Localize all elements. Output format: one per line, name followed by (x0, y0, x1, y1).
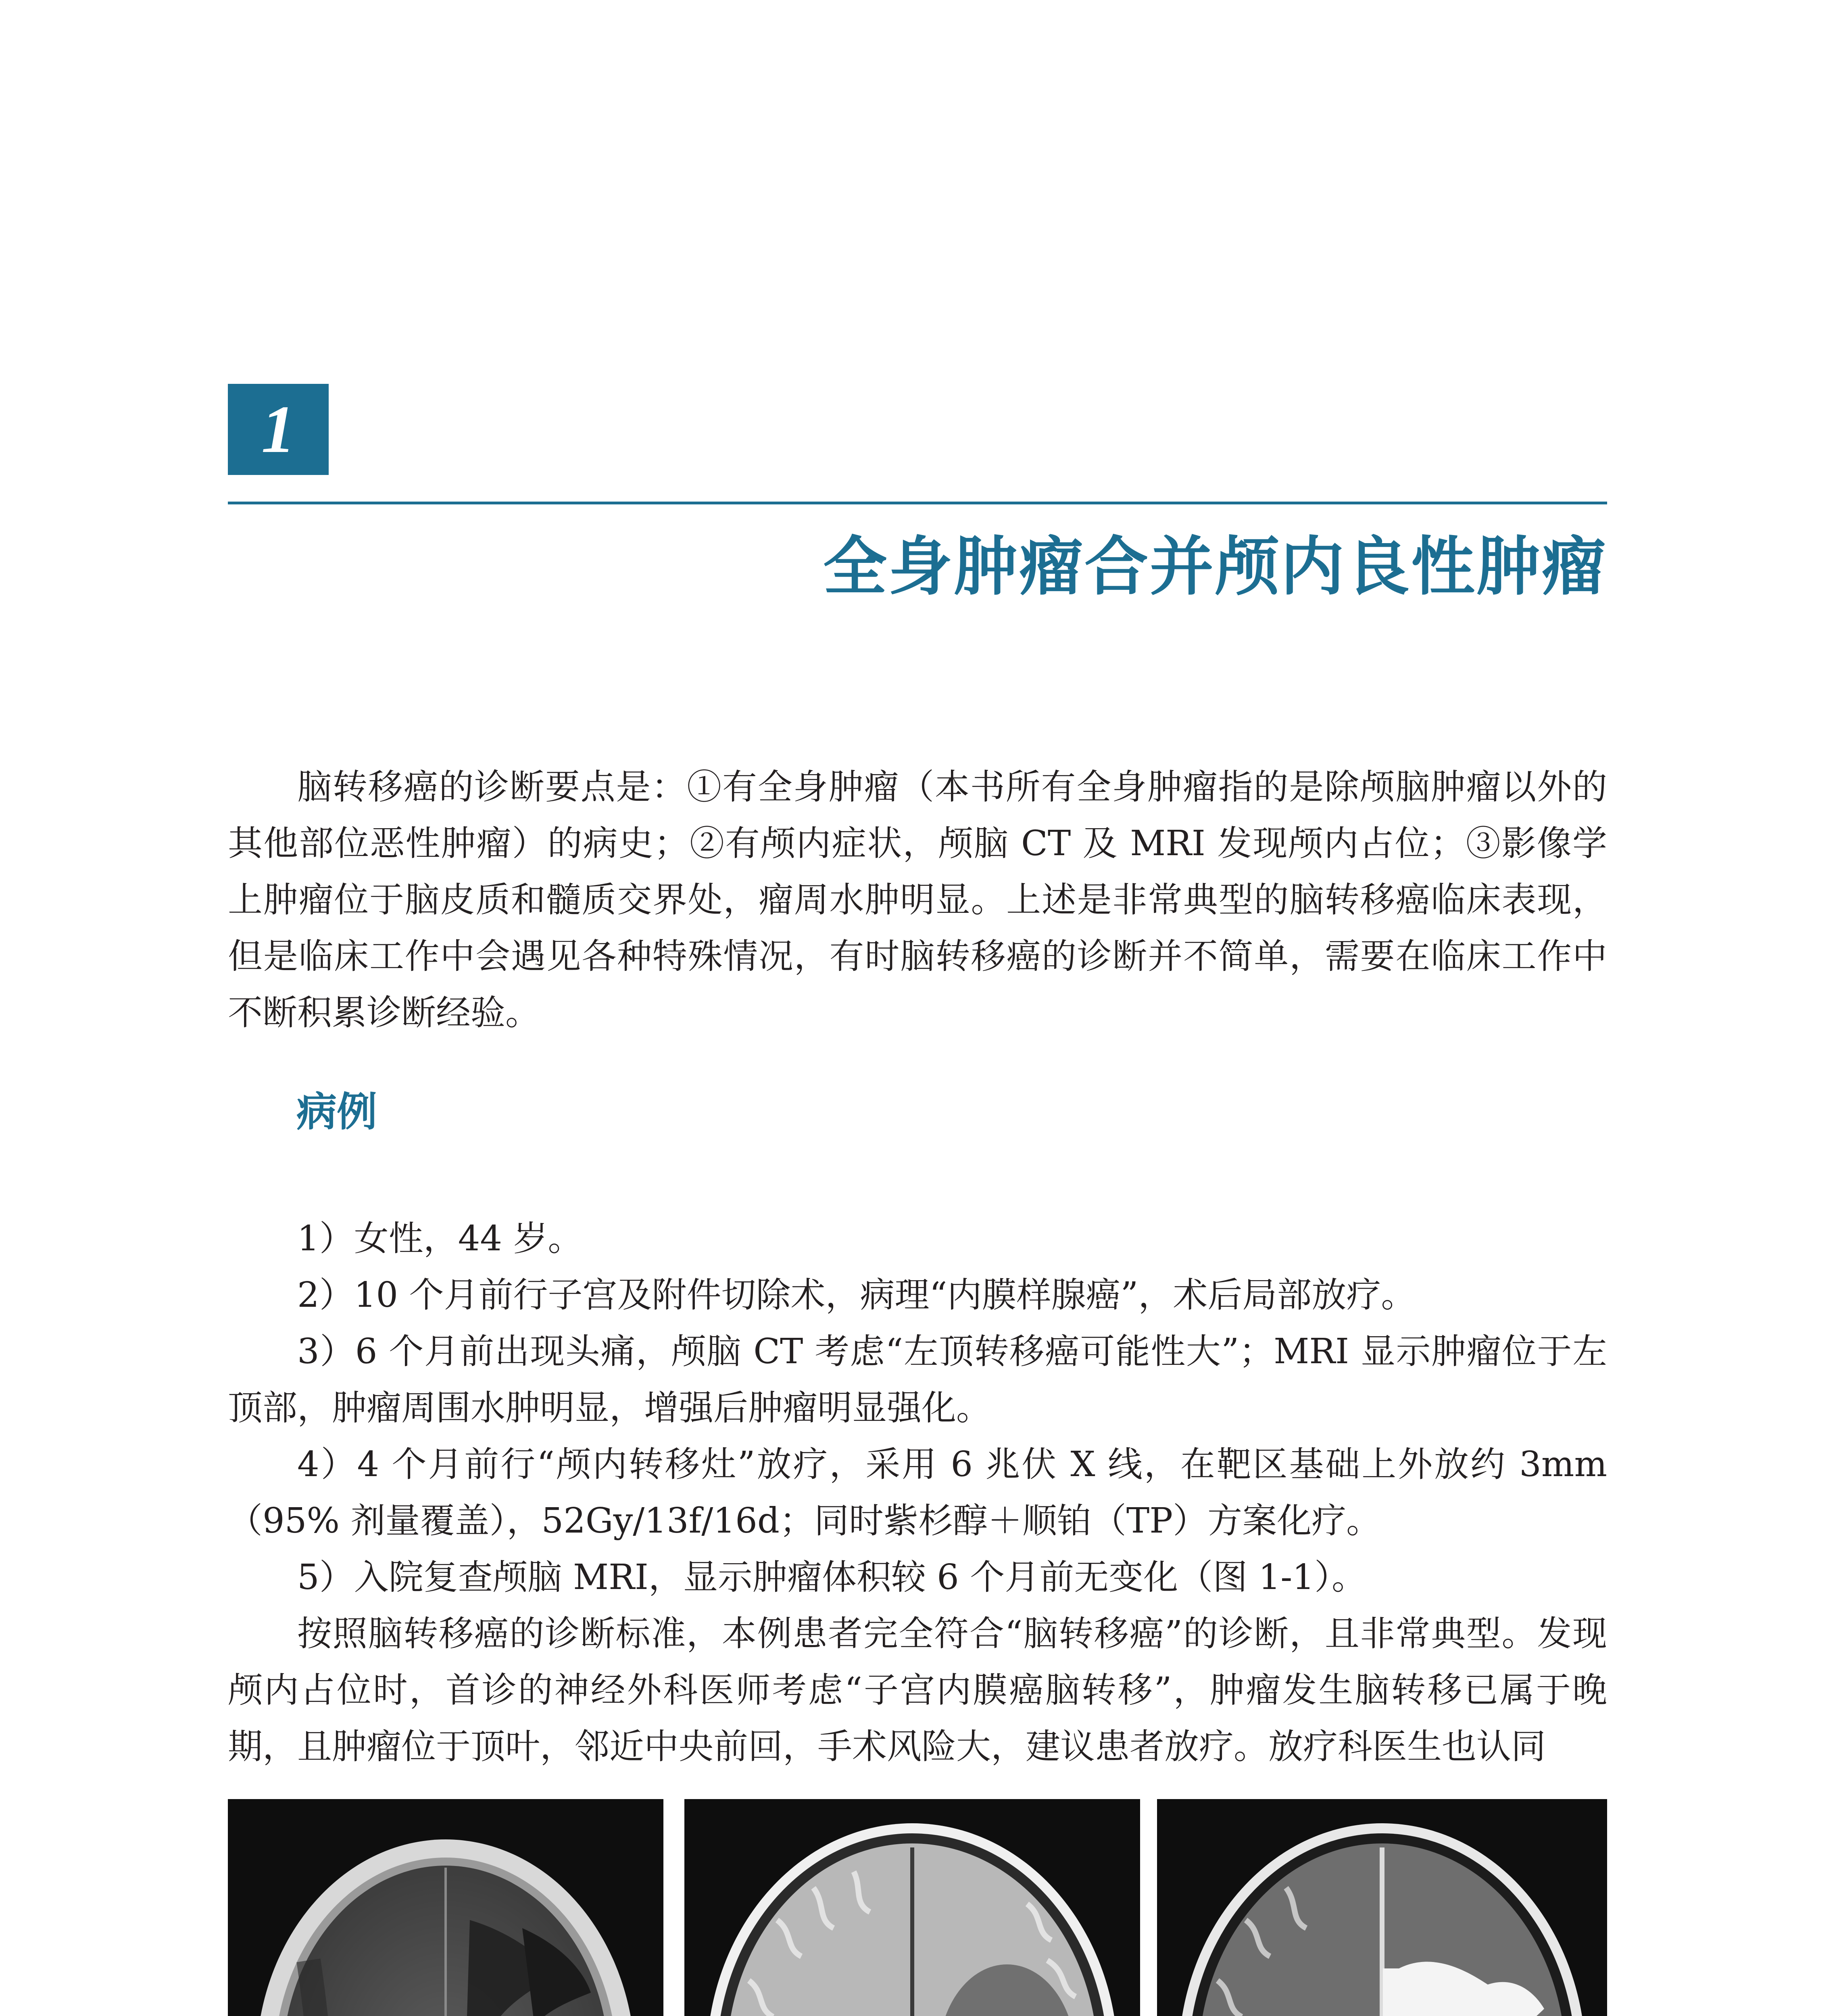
case-item-3: 3）6 个月前出现头痛，颅脑 CT 考虑“左顶转移癌可能性大”；MRI 显示肿瘤位于左顶部，肿瘤周围水肿明显，增强后肿瘤明显强化。 (228, 1331, 1607, 1428)
figure-panel-c (1157, 1799, 1607, 2016)
case-item-1: 1）女性，44 岁。 (297, 1218, 583, 1259)
figure-panel-b (684, 1799, 1140, 2016)
mri-t2-axial-brain-scan-icon (1157, 1799, 1607, 2016)
chapter-number: 1 (261, 392, 295, 467)
figure-panel-a (228, 1799, 663, 2016)
ct-axial-brain-scan-icon (228, 1799, 663, 2016)
intro-paragraph: 脑转移癌的诊断要点是：①有全身肿瘤（本书所有全身肿瘤指的是除颅脑肿瘤以外的其他部位恶性肿瘤）的病史；②有颅内症状，颅脑 CT 及 MRI 发现颅内占位；③影像学上肿瘤位于脑皮质和髓质交界处，瘤周水肿明显。上述是非常典型的脑转移癌临床表现，但是临床工作中会遇见各种特殊情况，有时脑转移癌的诊断并不简单，需要在临床工作中不断积累诊断经验。 (228, 767, 1607, 1033)
closing-paragraph: 按照脑转移癌的诊断标准，本例患者完全符合“脑转移癌”的诊断，且非常典型。发现颅内占位时，首诊的神经外科医师考虑“子宫内膜癌脑转移”，肿瘤发生脑转移已属于晚期，且肿瘤位于顶叶，邻近中央前回，手术风险大，建议患者放疗。放疗科医生也认同 (228, 1614, 1607, 1767)
case-item-2: 2）10 个月前行子宫及附件切除术，病理“内膜样腺癌”，术后局部放疗。 (297, 1275, 1416, 1315)
chapter-title: 全身肿瘤合并颅内良性肿瘤 (823, 530, 1607, 604)
case-item-5: 5）入院复查颅脑 MRI，显示肿瘤体积较 6 个月前无变化（图 1-1）。 (297, 1557, 1367, 1597)
case-item-4: 4）4 个月前行“颅内转移灶”放疗，采用 6 兆伏 X 线，在靶区基础上外放约 3mm（95% 剂量覆盖），52Gy/13f/16d；同时紫杉醇＋顺铂（TP）方案化疗。 (228, 1444, 1607, 1541)
chapter-number-badge (228, 384, 329, 475)
mri-t1-axial-brain-scan-icon (684, 1799, 1140, 2016)
chapter-divider (228, 502, 1607, 504)
section-heading: 病例 (296, 1088, 377, 1135)
